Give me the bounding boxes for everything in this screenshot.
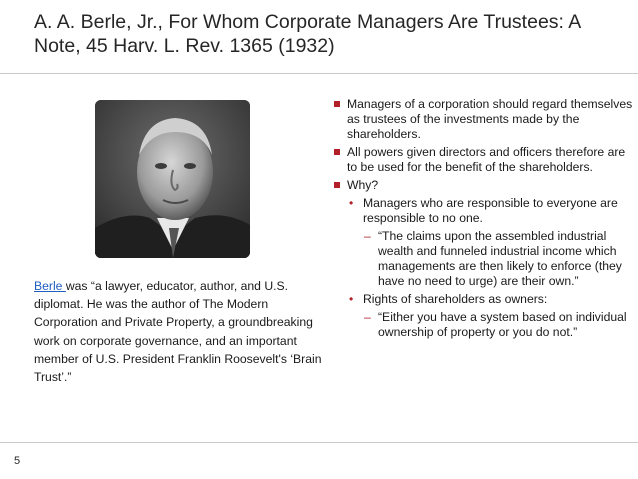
dash-bullet-icon: – (364, 310, 371, 324)
page-number: 5 (14, 455, 21, 467)
bullet-text: Why? (347, 178, 379, 192)
square-bullet-icon (334, 101, 340, 107)
bullet-item (333, 145, 633, 175)
sub-sub-bullet-item (333, 310, 633, 340)
portrait-photo (95, 100, 250, 258)
dot-bullet-icon: • (349, 292, 354, 306)
title-divider (0, 73, 638, 74)
bullet-text: Managers of a corporation should regard themselves as trustees of the investments made by the shareholders. (347, 97, 633, 141)
caption-text: was “a lawyer, educator, author, and U.S. diplomat. He was the author of The Modern Corporation and Private Property, a groundbreaking work on corporate governance, and an important member of U.S. President Franklin Roosevelt's ‘Brain Trust’.” (34, 279, 322, 385)
bullet-text: All powers given directors and officers therefore are to be used for the benefit of the shareholders. (347, 145, 626, 174)
sub-sub-bullet-text: “The claims upon the assembled industrial wealth and funneled industrial income which managements are then likely to enforce (they have no need to urge) are their own.” (378, 229, 622, 288)
footer-divider (0, 442, 638, 443)
berle-link[interactable]: Berle (34, 279, 66, 293)
square-bullet-icon (334, 182, 340, 188)
sub-sub-bullet-item (333, 229, 633, 289)
portrait-caption (34, 277, 324, 386)
sub-bullet-item (333, 292, 633, 307)
sub-bullet-text: Rights of shareholders as owners: (363, 292, 548, 306)
bullet-list (333, 97, 633, 343)
bullet-item (333, 178, 633, 193)
sub-bullet-item (333, 196, 633, 226)
dash-bullet-icon: – (364, 229, 371, 243)
slide-title: A. A. Berle, Jr., For Whom Corporate Managers Are Trustees: A Note, 45 Harv. L. Rev. 1365 (1932) (34, 11, 581, 57)
dot-bullet-icon: • (349, 196, 354, 210)
sub-sub-bullet-text: “Either you have a system based on individual ownership of property or you do not.” (378, 310, 627, 339)
bullet-item (333, 97, 633, 142)
portrait-image (95, 100, 250, 258)
square-bullet-icon (334, 149, 340, 155)
sub-bullet-text: Managers who are responsible to everyone are responsible to no one. (363, 196, 618, 225)
